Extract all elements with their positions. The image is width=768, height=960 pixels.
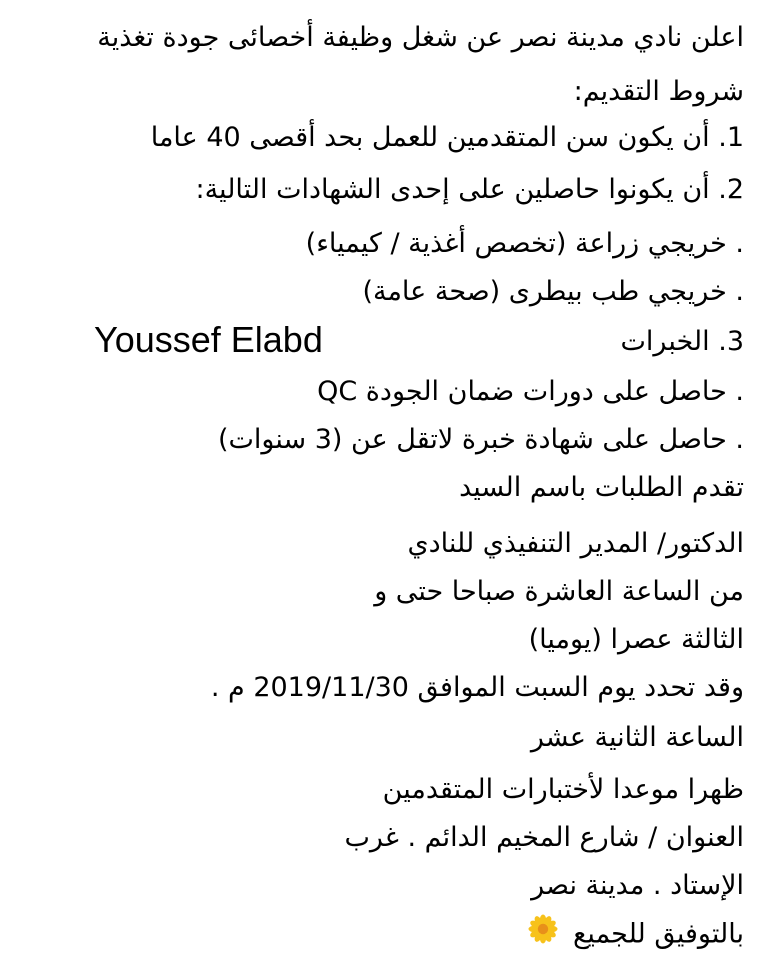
applications-addressed-to: تقدم الطلبات باسم السيد bbox=[459, 472, 744, 503]
exam-appointment: ظهرا موعدا لأختبارات المتقدمين bbox=[382, 774, 744, 805]
application-conditions-heading: شروط التقديم: bbox=[573, 76, 744, 107]
hours-to-daily: الثالثة عصرا (يوميا) bbox=[528, 624, 744, 655]
announcement-line-1: اعلن نادي مدينة نصر عن شغل وظيفة أخصائى جودة تغذية bbox=[97, 22, 744, 53]
certificate-agriculture: . خريجي زراعة (تخصص أغذية / كيمياء) bbox=[305, 228, 744, 259]
experience-qc-courses: . حاصل على دورات ضمان الجودة QC bbox=[317, 376, 744, 407]
condition-2-certificates: 2. أن يكونوا حاصلين على إحدى الشهادات التالية: bbox=[195, 174, 744, 205]
closing-text: بالتوفيق للجميع bbox=[573, 918, 744, 950]
executive-director: الدكتور/ المدير التنفيذي للنادي bbox=[407, 528, 744, 559]
hours-from: من الساعة العاشرة صباحا حتى و bbox=[374, 576, 744, 607]
address-line-2: الإستاد . مدينة نصر bbox=[531, 870, 744, 901]
address-line-1: العنوان / شارع المخيم الدائم . غرب bbox=[344, 822, 744, 853]
sunflower-icon bbox=[528, 914, 558, 956]
closing-line bbox=[20, 914, 744, 954]
watermark-signature: Youssef Elabd bbox=[94, 319, 323, 360]
experience-certificate: . حاصل على شهادة خبرة لاتقل عن (3 سنوات) bbox=[217, 424, 744, 455]
exam-hour: الساعة الثانية عشر bbox=[530, 722, 744, 753]
condition-1-age: 1. أن يكون سن المتقدمين للعمل بحد أقصى 40 عاما bbox=[150, 122, 744, 153]
condition-3-experience: 3. الخبرات bbox=[620, 326, 744, 357]
exam-date: وقد تحدد يوم السبت الموافق 2019/11/30 م . bbox=[210, 672, 744, 703]
certificate-veterinary: . خريجي طب بيطرى (صحة عامة) bbox=[362, 276, 744, 307]
